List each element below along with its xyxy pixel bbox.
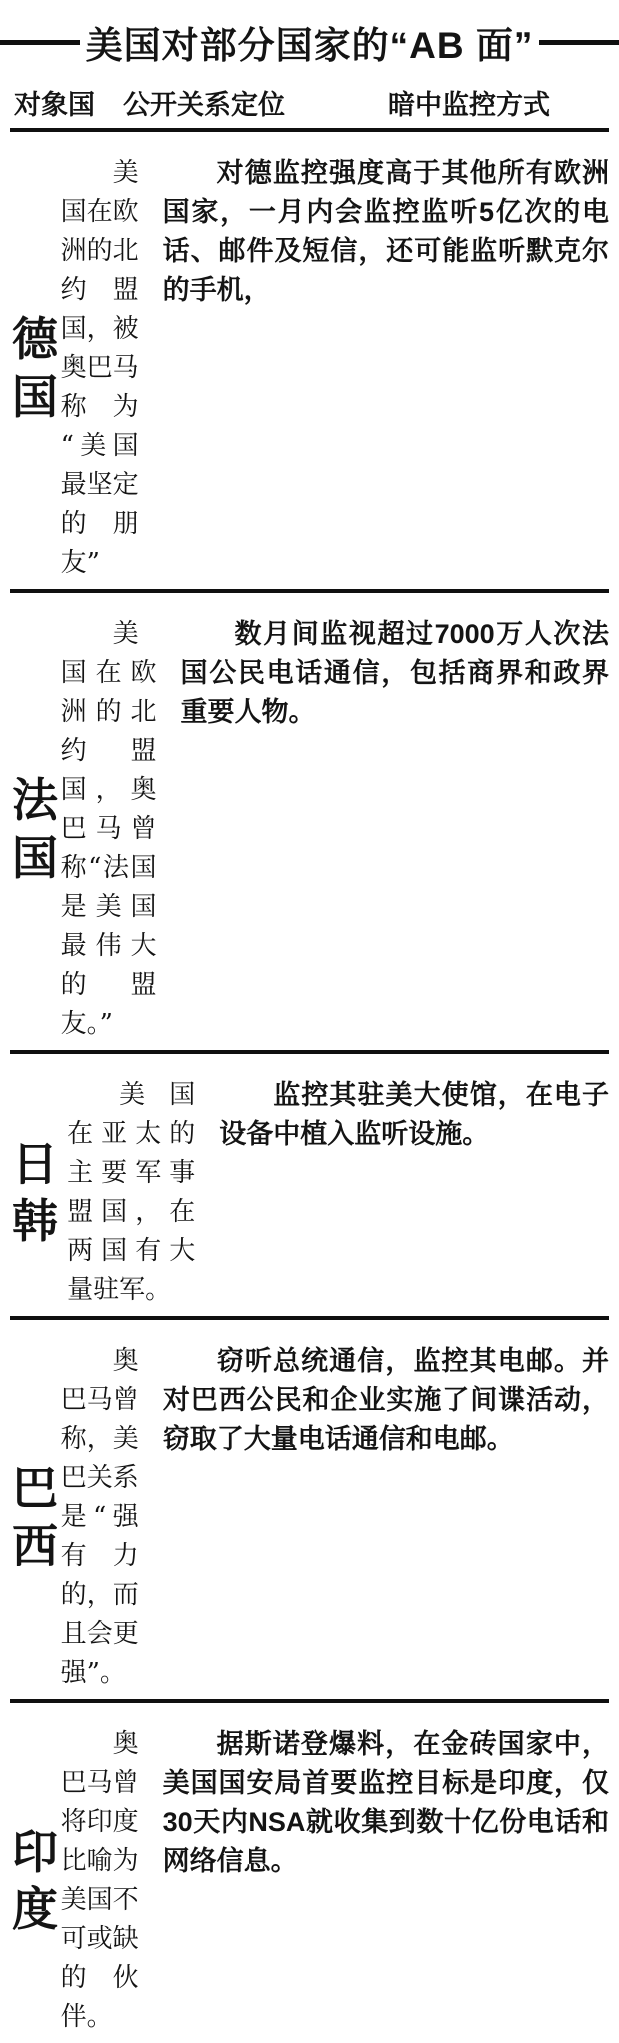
title-rule-left [0, 40, 80, 45]
table-row-brazil [10, 1320, 609, 1703]
secret-surveillance-text: 数月间监视超过7000万人次法国公民电话通信，包括商界和政界重要人物。 [180, 619, 609, 727]
public-relation-cell [61, 154, 151, 583]
secret-surveillance-text: 对德监控强度高于其他所有欧洲国家，一月内会监控监听5亿次的电话、邮件及短信，还可能监听默克尔的手机， [162, 158, 609, 305]
country-name: 巴西 [12, 1462, 58, 1572]
secret-surveillance-cell [151, 154, 609, 583]
country-name: 印度 [12, 1825, 58, 1935]
secret-surveillance-cell [207, 1076, 609, 1310]
title-bar [0, 0, 619, 76]
ab-sides-table [0, 76, 619, 2043]
secret-surveillance-cell [151, 1725, 609, 2037]
public-relation-text: 美国在亚太的主要军事盟国，在两国有大量驻军。 [67, 1080, 196, 1305]
secret-surveillance-text: 窃听总统通信，监控其电邮。并对巴西公民和企业实施了间谍活动，窃取了大量电话通信和电邮。 [162, 1346, 609, 1454]
page-title: 美国对部分国家的“AB 面” [85, 25, 534, 66]
public-relation-text: 美国在欧洲的北约盟国，奥巴马曾称“法国是美国最伟大的盟友。” [60, 619, 157, 1039]
table-row-france [10, 593, 609, 1054]
public-relation-cell [67, 1076, 207, 1310]
column-header-public-relation: 公开关系定位 [123, 89, 285, 120]
country-cell [10, 154, 61, 583]
public-relation-cell [61, 1342, 151, 1693]
table-row-india [10, 1703, 609, 2043]
secret-surveillance-cell [151, 1342, 609, 1693]
country-name: 日韩 [12, 1137, 58, 1247]
title-rule-right [539, 40, 619, 45]
secret-surveillance-cell [169, 615, 609, 1044]
table-row-japan-korea [10, 1054, 609, 1320]
secret-surveillance-text: 监控其驻美大使馆，在电子设备中植入监听设施。 [219, 1080, 609, 1149]
country-cell [10, 1725, 61, 2037]
country-cell [10, 615, 61, 1044]
country-cell [10, 1076, 67, 1310]
table-header-row [10, 76, 609, 132]
public-relation-cell [61, 615, 169, 1044]
country-name: 德国 [12, 313, 58, 423]
country-cell [10, 1342, 61, 1693]
public-relation-text: 奥巴马曾称，美巴关系是“强有力的，而且会更强”。 [60, 1346, 139, 1688]
table-row-germany [10, 132, 609, 593]
column-header-country: 对象国 [14, 89, 95, 120]
public-relation-text: 奥巴马曾将印度比喻为美国不可或缺的伙伴。 [60, 1729, 139, 2032]
country-name: 法国 [12, 774, 58, 884]
public-relation-cell [61, 1725, 151, 2037]
secret-surveillance-text: 据斯诺登爆料，在金砖国家中，美国国安局首要监控目标是印度，仅30天内NSA就收集到数十亿份电话和网络信息。 [162, 1729, 609, 1876]
column-header-secret-surveillance: 暗中监控方式 [388, 89, 550, 120]
public-relation-text: 美国在欧洲的北约盟国，被奥巴马称为“美国最坚定的朋友” [60, 158, 139, 578]
